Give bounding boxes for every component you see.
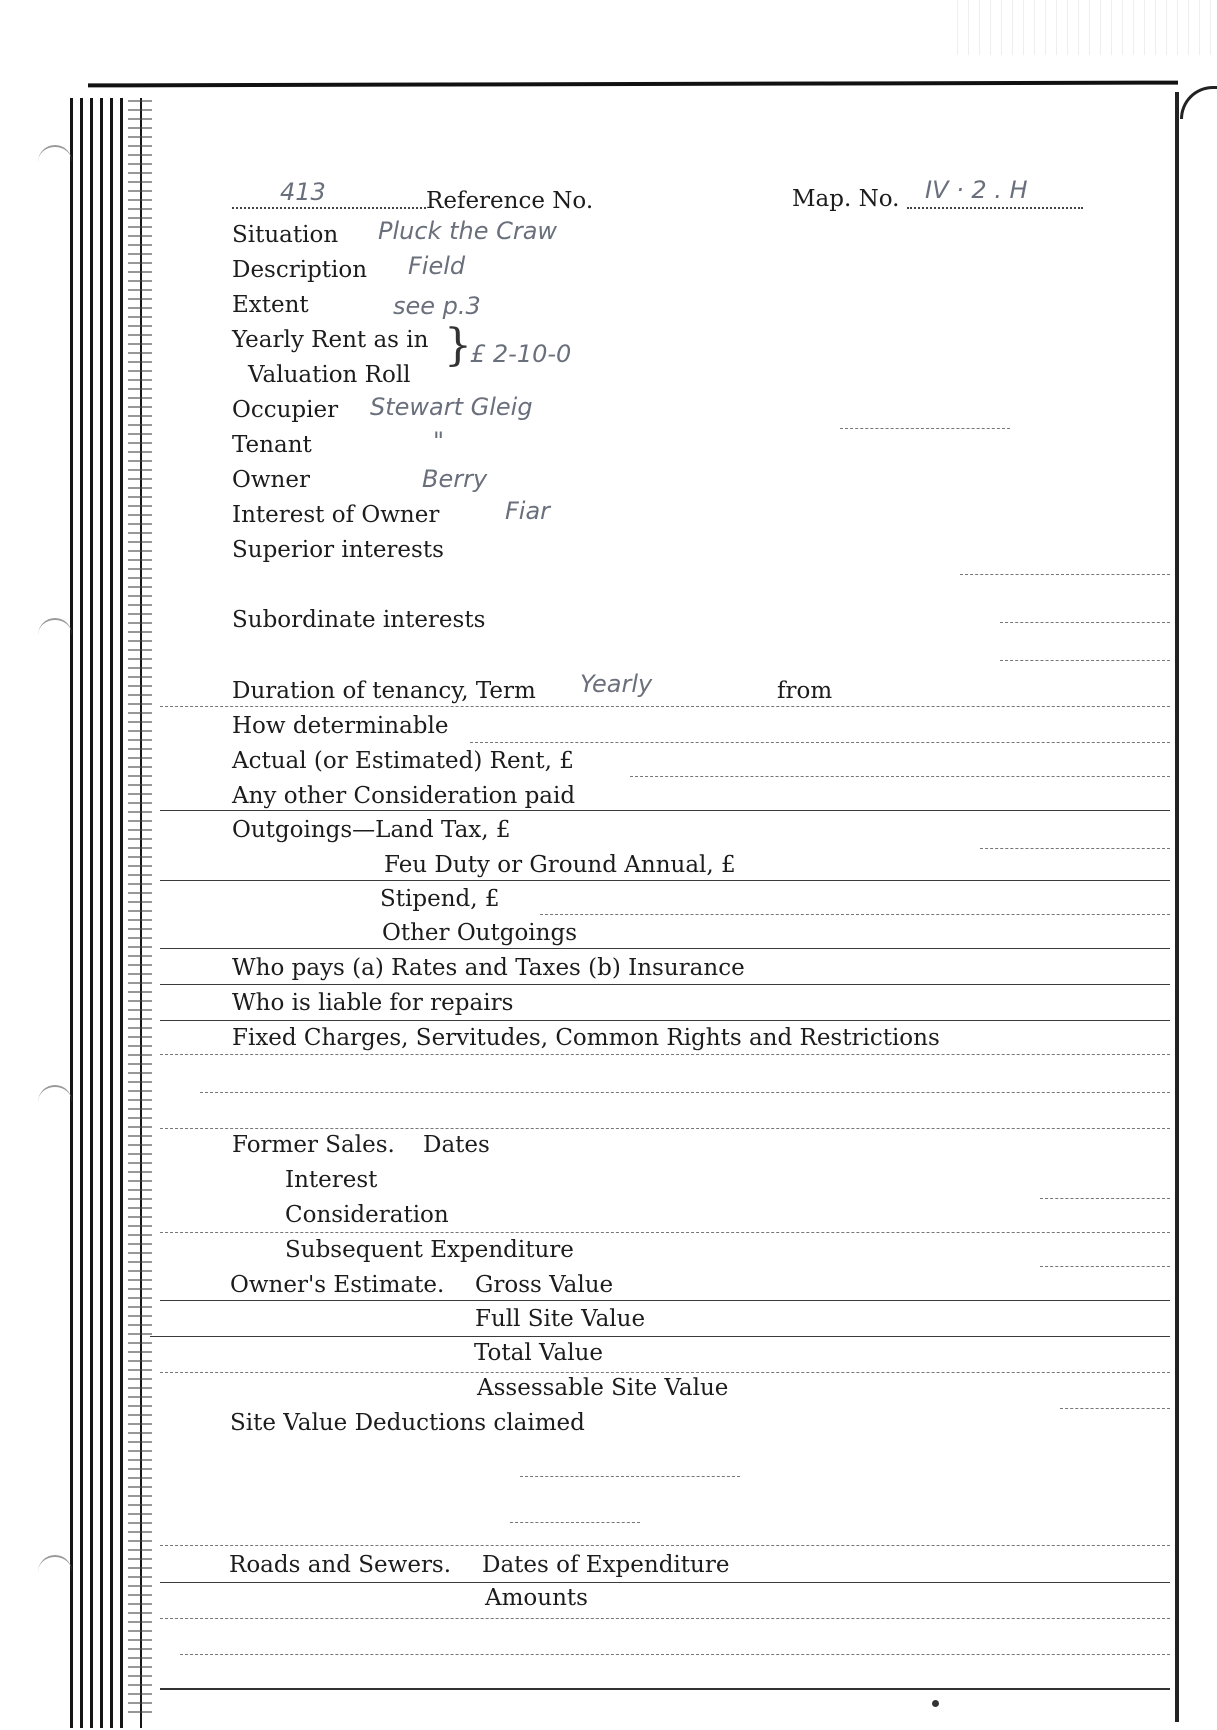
scan-noise (957, 0, 1217, 55)
form-rule (160, 1582, 1170, 1584)
binding-line (70, 98, 73, 1728)
form-rule (1040, 1266, 1170, 1268)
stipend-label: Stipend, £ (380, 886, 500, 912)
form-rule (160, 1618, 1170, 1620)
form-rule (160, 1128, 1170, 1130)
punch-hole-icon (38, 618, 72, 642)
occupier-value: Stewart Gleig (370, 393, 533, 421)
full-site-value-label: Full Site Value (475, 1306, 646, 1332)
form-rule (470, 742, 1170, 744)
consideration-label: Consideration (285, 1202, 449, 1228)
punch-hole-icon (38, 145, 72, 169)
form-rule (180, 1654, 1170, 1656)
interest-of-owner-label: Interest of Owner (232, 502, 440, 528)
page-top-edge (88, 81, 1178, 88)
next-page-curl (1180, 86, 1217, 119)
form-rule (160, 810, 1170, 812)
owner-value: Berry (422, 465, 488, 493)
punch-hole-icon (38, 1555, 72, 1579)
yearly-rent-label: Yearly Rent as in (232, 327, 429, 353)
duration-from-label: from (777, 678, 833, 704)
binding-line (80, 98, 83, 1728)
extent-value: see p.3 (393, 292, 481, 320)
binding-line (110, 98, 113, 1728)
binding-line (100, 98, 103, 1728)
form-rule (160, 1545, 1170, 1547)
actual-rent-label: Actual (or Estimated) Rent, £ (232, 748, 574, 774)
form-rule (160, 880, 1170, 882)
form-rule (160, 1054, 1170, 1056)
form-rule (840, 428, 1010, 430)
who-pays-label: Who pays (a) Rates and Taxes (b) Insurance (232, 955, 745, 981)
extent-label: Extent (232, 292, 309, 318)
situation-value: Pluck the Craw (378, 217, 558, 245)
binding-line (120, 98, 123, 1728)
situation-label: Situation (232, 222, 339, 248)
former-sales-label: Former Sales. (232, 1132, 395, 1158)
form-rule (160, 948, 1170, 950)
form-rule (980, 848, 1170, 850)
reference-label: Reference No. (426, 188, 594, 214)
brace-icon: } (444, 320, 472, 371)
reference-dotline (232, 207, 426, 209)
site-value-deductions-label: Site Value Deductions claimed (230, 1410, 585, 1436)
map-number: IV · 2 . H (925, 176, 1028, 204)
subordinate-interests-label: Subordinate interests (232, 607, 486, 633)
form-rule (630, 776, 1170, 778)
page-right-edge (1175, 92, 1179, 1722)
description-value: Field (408, 252, 466, 280)
form-rule (1000, 660, 1170, 662)
form-rule (160, 1020, 1170, 1022)
ink-spot (932, 1700, 939, 1707)
superior-interests-label: Superior interests (232, 537, 444, 563)
fixed-charges-label: Fixed Charges, Servitudes, Common Rights and Restrictions (232, 1025, 940, 1051)
form-rule (510, 1522, 640, 1524)
form-rule (1000, 622, 1170, 624)
tenant-label: Tenant (232, 432, 312, 458)
former-sales-dates-label: Dates (423, 1132, 490, 1158)
binding-line (90, 98, 93, 1728)
form-rule (160, 1300, 1170, 1302)
dates-of-expenditure-label: Dates of Expenditure (482, 1552, 730, 1578)
yearly-rent-value: £ 2-10-0 (470, 340, 572, 368)
subsequent-expenditure-label: Subsequent Expenditure (285, 1237, 574, 1263)
land-tax-label: Outgoings—Land Tax, £ (232, 817, 511, 843)
form-rule (520, 1476, 740, 1478)
occupier-label: Occupier (232, 397, 339, 423)
other-consideration-label: Any other Consideration paid (232, 783, 576, 809)
form-rule (160, 984, 1170, 986)
feu-duty-label: Feu Duty or Ground Annual, £ (384, 852, 736, 878)
how-determinable-label: How determinable (232, 713, 449, 739)
description-label: Description (232, 257, 368, 283)
amounts-label: Amounts (485, 1585, 588, 1611)
form-rule (960, 574, 1170, 576)
reference-number: 413 (280, 178, 326, 206)
form-rule (1040, 1198, 1170, 1200)
assessable-site-value-label: Assessable Site Value (477, 1375, 729, 1401)
owner-label: Owner (232, 467, 310, 493)
form-rule (1060, 1408, 1170, 1410)
map-dotline (907, 207, 1083, 209)
owners-estimate-label: Owner's Estimate. (230, 1272, 445, 1298)
total-value-label: Total Value (474, 1340, 604, 1366)
map-label: Map. No. (792, 186, 900, 212)
duration-value: Yearly (580, 670, 653, 698)
interest-label: Interest (285, 1167, 378, 1193)
form-rule (150, 1336, 1170, 1338)
other-outgoings-label: Other Outgoings (382, 920, 578, 946)
who-liable-label: Who is liable for repairs (232, 990, 514, 1016)
form-rule (160, 1372, 1170, 1374)
tenant-value: " (433, 427, 445, 455)
gross-value-label: Gross Value (475, 1272, 614, 1298)
roads-sewers-label: Roads and Sewers. (229, 1552, 452, 1578)
duration-label: Duration of tenancy, Term (232, 678, 536, 704)
punch-hole-icon (38, 1085, 72, 1109)
binding-stitching (128, 100, 152, 1720)
form-rule (540, 914, 1170, 916)
valuation-roll-label: Valuation Roll (248, 362, 411, 388)
form-rule (200, 1092, 1170, 1094)
form-rule (160, 1232, 1170, 1234)
page-bottom-rule (160, 1688, 1170, 1690)
interest-of-owner-value: Fiar (505, 497, 551, 525)
form-rule (160, 706, 1170, 708)
